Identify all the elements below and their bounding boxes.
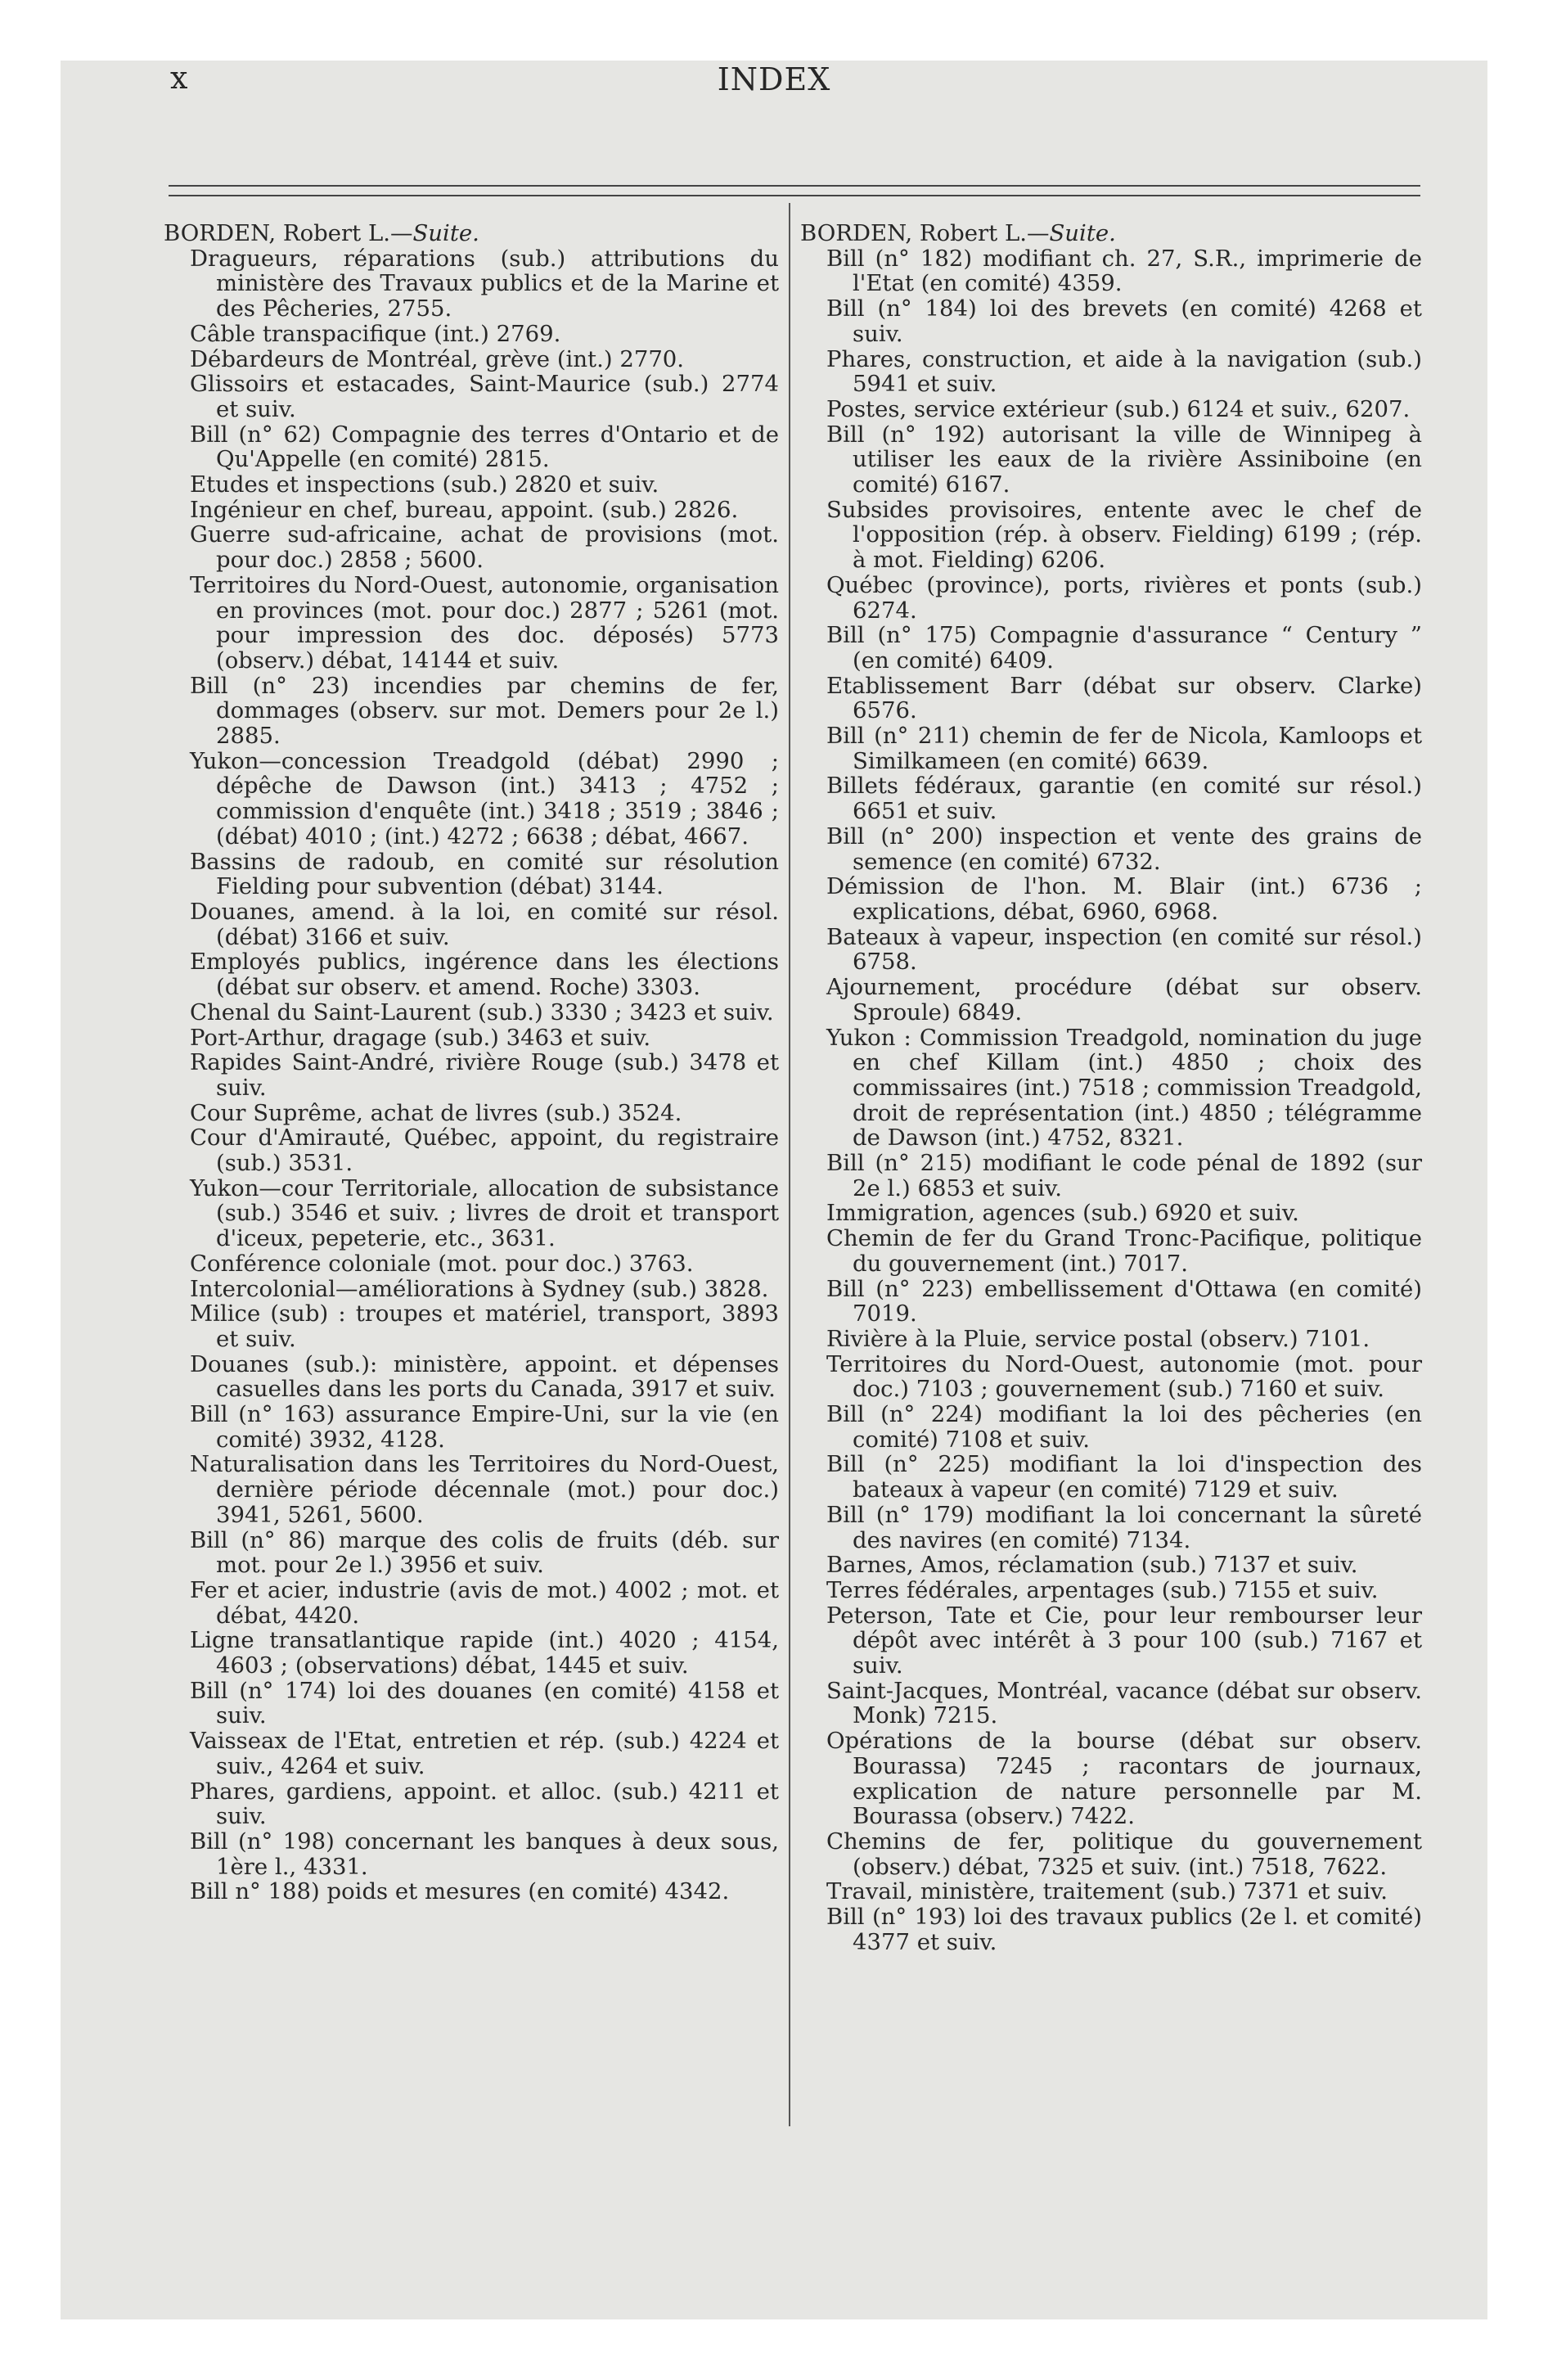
index-entry: Bill (n° 163) assurance Empire-Uni, sur la vie (en comité) 3932, 4128. (190, 1401, 779, 1453)
index-entry: Bateaux à vapeur, inspection (en comité sur résol.) 6758. (826, 923, 1422, 976)
index-entry: Bill (n° 211) chemin de fer de Nicola, Kamloops et Similkameen (en comité) 6639. (826, 723, 1422, 774)
left-column (164, 221, 779, 1904)
index-entry: Vaisseax de l'Etat, entretien et rép. (sub.) 4224 et suiv., 4264 et suiv. (190, 1728, 779, 1779)
index-entry: Immigration, agences (sub.) 6920 et suiv. (826, 1200, 1299, 1227)
index-entry: Cour Suprême, achat de livres (sub.) 3524. (190, 1099, 682, 1126)
right-column-heading (800, 221, 1422, 246)
index-entry: Phares, gardiens, appoint. et alloc. (sub.) 4211 et suiv. (190, 1778, 779, 1830)
index-entry: Bassins de radoub, en comité sur résolution Fielding pour subvention (débat) 3144. (190, 848, 779, 900)
index-entry: Bill (n° 200) inspection et vente des grains de semence (en comité) 6732. (826, 823, 1422, 875)
index-entry: Peterson, Tate et Cie, pour leur rembourser leur dépôt avec intérêt à 3 pour 100 (sub.) 7167 et suiv. (826, 1602, 1422, 1679)
index-entry: Bill (n° 224) modifiant la loi des pêcheries (en comité) 7108 et suiv. (826, 1401, 1422, 1453)
heading-name: BORDEN, Robert L.— (800, 220, 1050, 246)
index-entry: Milice (sub) : troupes et matériel, transport, 3893 et suiv. (190, 1300, 779, 1352)
index-entry: Bill (n° 193) loi des travaux publics (2e l. et comité) 4377 et suiv. (826, 1904, 1422, 1955)
index-entry: Postes, service extérieur (sub.) 6124 et suiv., 6207. (826, 395, 1411, 422)
index-entry: Port-Arthur, dragage (sub.) 3463 et suiv. (190, 1024, 651, 1051)
index-entry: Rivière à la Pluie, service postal (observ.) 7101. (826, 1325, 1370, 1352)
index-entry: Rapides Saint-André, rivière Rouge (sub.) 3478 et suiv. (190, 1049, 779, 1101)
index-entry: Employés publics, ingérence dans les élections (débat sur observ. et amend. Roche) 3303. (190, 949, 779, 1001)
index-entry: Bill (n° 23) incendies par chemins de fer, dommages (observ. sur mot. Demers pour 2e l.) 2885. (190, 672, 779, 750)
index-entry: Douanes (sub.): ministère, appoint. et dépenses casuelles dans les ports du Canada, 3917 et suiv. (190, 1350, 779, 1403)
index-entry: Bill (n° 215) modifiant le code pénal de 1892 (sur 2e l.) 6853 et suiv. (826, 1150, 1422, 1201)
index-entry: Ajournement, procédure (débat sur observ. Sproule) 6849. (826, 974, 1422, 1025)
header-rule-top (169, 185, 1420, 187)
index-entry: Fer et acier, industrie (avis de mot.) 4002 ; mot. et débat, 4420. (190, 1576, 779, 1629)
index-entry: Yukon—cour Territoriale, allocation de subsistance (sub.) 3546 et suiv. ; livres de droit et transport d'iceux, pepeterie, etc., 3631. (190, 1174, 779, 1252)
index-entry: Subsides provisoires, entente avec le chef de l'opposition (rép. à observ. Fielding) 6199 ; (rép. à mot. Fielding) 6206. (826, 496, 1422, 574)
page-folio: x (170, 60, 188, 96)
index-entry: Débardeurs de Montréal, grève (int.) 2770. (190, 345, 685, 372)
index-entry: Intercolonial—améliorations à Sydney (sub.) 3828. (190, 1275, 769, 1302)
index-entry: Terres fédérales, arpentages (sub.) 7155 et suiv. (826, 1576, 1379, 1603)
index-entry: Câble transpacifique (int.) 2769. (190, 320, 561, 347)
index-entry: Guerre sud-africaine, achat de provisions (mot. pour doc.) 2858 ; 5600. (190, 521, 779, 574)
page-title: INDEX (717, 61, 831, 97)
index-entry: Chemin de fer du Grand Tronc-Pacifique, politique du gouvernement (int.) 7017. (826, 1225, 1422, 1277)
index-entry: Glissoirs et estacades, Saint-Maurice (sub.) 2774 et suiv. (190, 371, 779, 422)
index-entry: Bill (n° 192) autorisant la ville de Winnipeg à utiliser les eaux de la rivière Assiniboine (en comité) 6167. (826, 421, 1422, 498)
index-entry: Territoires du Nord-Ouest, autonomie, organisation en provinces (mot. pour doc.) 2877 ; 5261 (mot. pour impression des doc. déposés) 5773 (observ.) débat, 14144 et suiv. (190, 571, 779, 674)
index-entry: Bill (n° 179) modifiant la loi concernant la sûreté des navires (en comité) 7134. (826, 1501, 1422, 1553)
index-entry: Travail, ministère, traitement (sub.) 7371 et suiv. (826, 1878, 1388, 1905)
left-entry-list (164, 246, 779, 1904)
left-column-heading (164, 221, 779, 246)
index-entry: Barnes, Amos, réclamation (sub.) 7137 et suiv. (826, 1552, 1358, 1579)
index-entry: Conférence coloniale (mot. pour doc.) 3763. (190, 1250, 694, 1277)
index-entry: Bill (n° 175) Compagnie d'assurance “ Century ” (en comité) 6409. (826, 622, 1422, 674)
index-entry: Ligne transatlantique rapide (int.) 4020 ; 4154, 4603 ; (observations) débat, 1445 et suiv. (190, 1627, 779, 1679)
index-entry: Bill (n° 182) modifiant ch. 27, S.R., imprimerie de l'Etat (en comité) 4359. (826, 245, 1422, 297)
index-entry: Bill (n° 223) embellissement d'Ottawa (en comité) 7019. (826, 1275, 1422, 1327)
index-entry: Bill (n° 184) loi des brevets (en comité) 4268 et suiv. (826, 295, 1422, 347)
column-divider (789, 203, 790, 2126)
index-entry: Ingénieur en chef, bureau, appoint. (sub.) 2826. (190, 496, 739, 523)
index-entry: Bill (n° 225) modifiant la loi d'inspection des bateaux à vapeur (en comité) 7129 et suiv. (826, 1451, 1422, 1503)
index-entry: Phares, construction, et aide à la navigation (sub.) 5941 et suiv. (826, 345, 1422, 398)
heading-suffix: Suite. (412, 220, 479, 246)
index-entry: Bill n° 188) poids et mesures (en comité) 4342. (190, 1878, 730, 1905)
index-entry: Québec (province), ports, rivières et ponts (sub.) 6274. (826, 571, 1422, 624)
index-entry: Bill (n° 86) marque des colis de fruits (déb. sur mot. pour 2e l.) 3956 et suiv. (190, 1526, 779, 1579)
index-entry: Cour d'Amirauté, Québec, appoint, du registraire (sub.) 3531. (190, 1125, 779, 1177)
right-column (800, 221, 1422, 1955)
index-entry: Territoires du Nord-Ouest, autonomie (mot. pour doc.) 7103 ; gouvernement (sub.) 7160 et suiv. (826, 1350, 1422, 1403)
index-entry: Saint-Jacques, Montréal, vacance (débat sur observ. Monk) 7215. (826, 1677, 1422, 1729)
header-rule-bottom (169, 195, 1420, 196)
index-entry: Bill (n° 198) concernant les banques à deux sous, 1ère l., 4331. (190, 1828, 779, 1880)
index-entry: Dragueurs, réparations (sub.) attributions du ministère des Travaux publics et de la Marine et des Pêcheries, 2755. (190, 245, 779, 322)
heading-name: BORDEN, Robert L.— (164, 220, 413, 246)
index-entry: Chemins de fer, politique du gouvernement (observ.) débat, 7325 et suiv. (int.) 7518, 7622. (826, 1828, 1422, 1880)
index-entry: Billets fédéraux, garantie (en comité sur résol.) 6651 et suiv. (826, 773, 1422, 825)
index-entry: Douanes, amend. à la loi, en comité sur résol. (débat) 3166 et suiv. (190, 898, 779, 950)
index-entry: Bill (n° 174) loi des douanes (en comité) 4158 et suiv. (190, 1677, 779, 1729)
index-entry: Chenal du Saint-Laurent (sub.) 3330 ; 3423 et suiv. (190, 998, 774, 1025)
index-entry: Bill (n° 62) Compagnie des terres d'Ontario et de Qu'Appelle (en comité) 2815. (190, 421, 779, 473)
heading-suffix: Suite. (1049, 220, 1116, 246)
index-entry: Démission de l'hon. M. Blair (int.) 6736 ; explications, débat, 6960, 6968. (826, 873, 1422, 925)
index-entry: Naturalisation dans les Territoires du Nord-Ouest, dernière période décennale (mot.) pour doc.) 3941, 5261, 5600. (190, 1451, 779, 1528)
index-entry: Yukon—concession Treadgold (débat) 2990 ; dépêche de Dawson (int.) 3413 ; 4752 ; commission d'enquête (int.) 3418 ; 3519 ; 3846 ; (débat) 4010 ; (int.) 4272 ; 6638 ; débat, 4667. (190, 747, 779, 850)
index-entry: Etablissement Barr (débat sur observ. Clarke) 6576. (826, 672, 1422, 724)
right-entry-list (800, 246, 1422, 1955)
index-entry: Yukon : Commission Treadgold, nomination du juge en chef Killam (int.) 4850 ; choix des commissaires (int.) 7518 ; commission Treadgold, droit de représentation (int.) 4850 ; télégramme de Dawson (int.) 4752, 8321. (826, 1024, 1422, 1152)
index-entry: Etudes et inspections (sub.) 2820 et suiv. (190, 471, 659, 498)
index-entry: Opérations de la bourse (débat sur observ. Bourassa) 7245 ; racontars de journaux, explication de nature personnelle par M. Bourassa (observ.) 7422. (826, 1728, 1422, 1830)
